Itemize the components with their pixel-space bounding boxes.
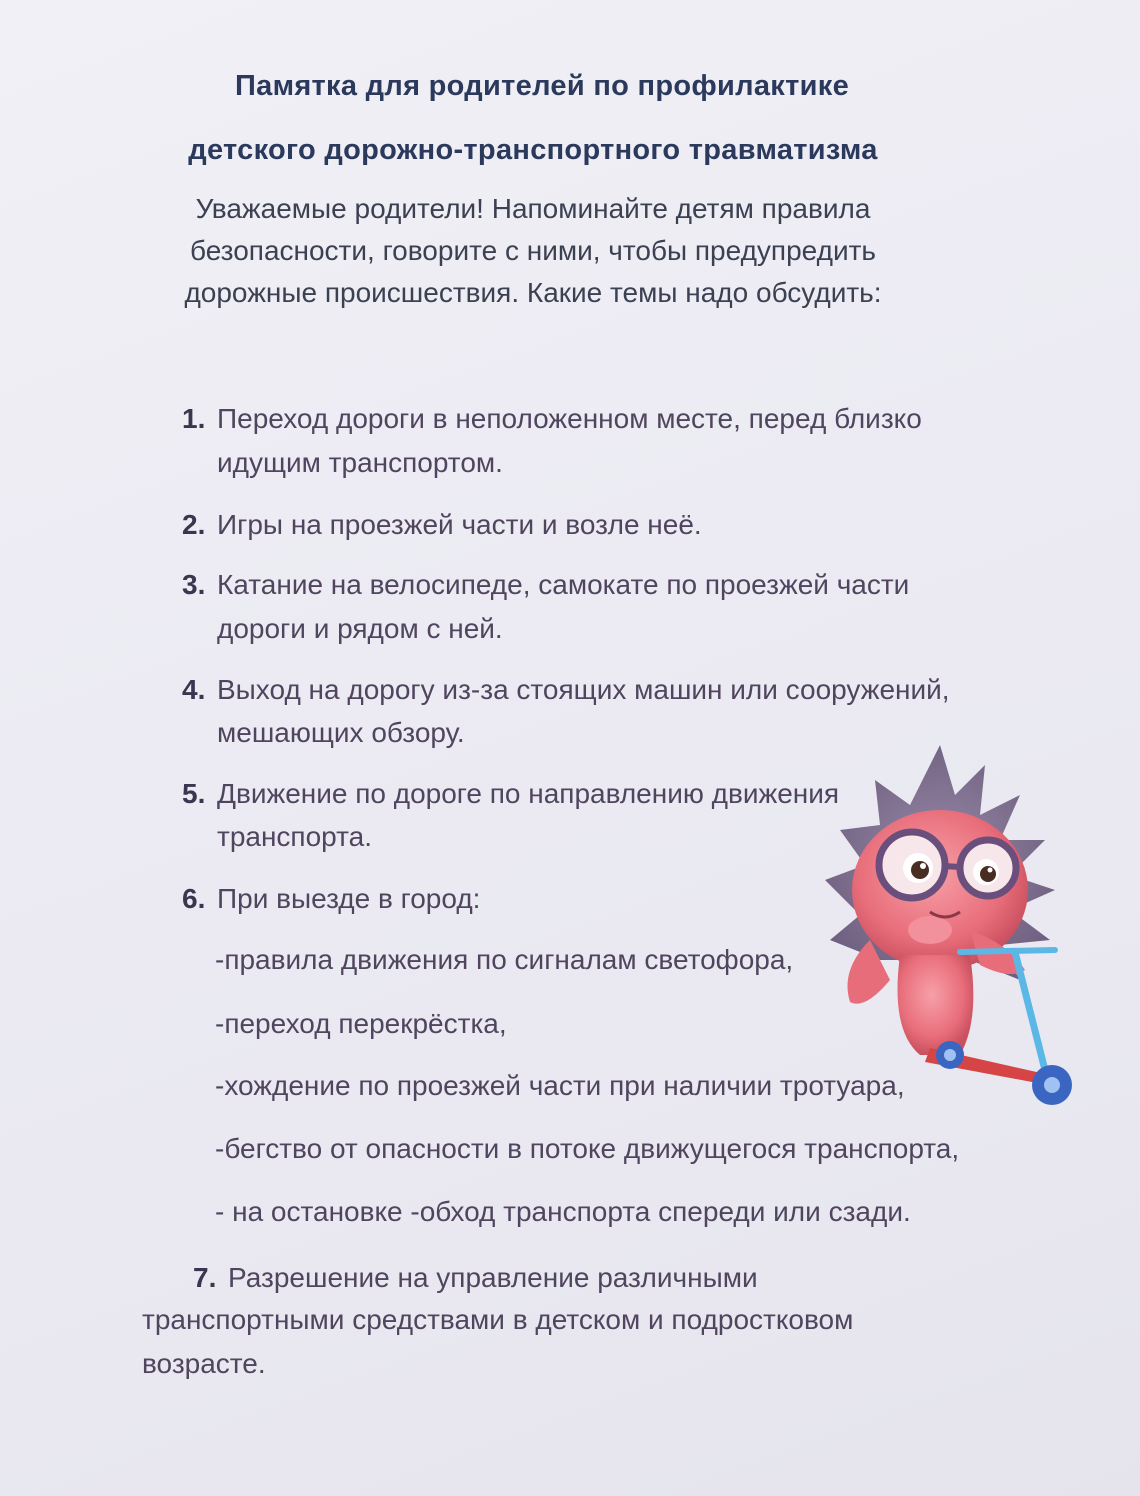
item-text: Разрешение на управление различными <box>228 1262 758 1293</box>
item-text: транспортными средствами в детском и подростковом <box>142 1304 854 1335</box>
item-text: Движение по дороге по направлению движения <box>217 778 840 809</box>
item-number: 2. <box>182 509 206 540</box>
sub-item: - на остановке -обход транспорта спереди или сзади. <box>215 1196 911 1227</box>
intro-line-1: Уважаемые родители! Напоминайте детям правила <box>195 193 871 224</box>
intro-line-2: безопасности, говорите с ними, чтобы предупредить <box>190 235 876 266</box>
item-number: 4. <box>182 674 206 705</box>
item-text: транспорта. <box>217 821 372 852</box>
scooter-stem <box>1015 952 1045 1070</box>
item-text: Переход дороги в неположенном месте, перед близко <box>217 403 922 434</box>
sub-item: -переход перекрёстка, <box>215 1008 507 1039</box>
item-text: При выезде в город: <box>217 883 481 914</box>
scooter-handle <box>960 950 1055 952</box>
item-text: Игры на проезжей части и возле неё. <box>217 509 702 540</box>
sub-item: -бегство от опасности в потоке движущегося транспорта, <box>215 1133 960 1164</box>
item-text: мешающих обзору. <box>217 717 465 748</box>
body <box>898 955 974 1055</box>
item-number: 6. <box>182 883 206 914</box>
item-number: 7. <box>193 1262 217 1293</box>
title-line-2: детского дорожно-транспортного травматизма <box>188 134 878 166</box>
intro-line-3: дорожные происшествия. Какие темы надо обсудить: <box>184 277 882 308</box>
sub-item: -правила движения по сигналам светофора, <box>215 944 794 975</box>
title-line-1: Памятка для родителей по профилактике <box>235 70 849 102</box>
item-number: 1. <box>182 403 206 434</box>
item-text: дороги и рядом с ней. <box>217 613 503 644</box>
item-text: идущим транспортом. <box>217 447 503 478</box>
sub-item: -хождение по проезжей части при наличии тротуара, <box>215 1070 905 1101</box>
item-text: Катание на велосипеде, самокате по проезжей части <box>217 569 910 600</box>
item-text: возрасте. <box>142 1348 266 1379</box>
item-number: 5. <box>182 778 206 809</box>
item-text: Выход на дорогу из-за стоящих машин или сооружений, <box>217 674 950 705</box>
item-number: 3. <box>182 569 206 600</box>
hedgehog-on-scooter-icon <box>820 740 1090 1120</box>
